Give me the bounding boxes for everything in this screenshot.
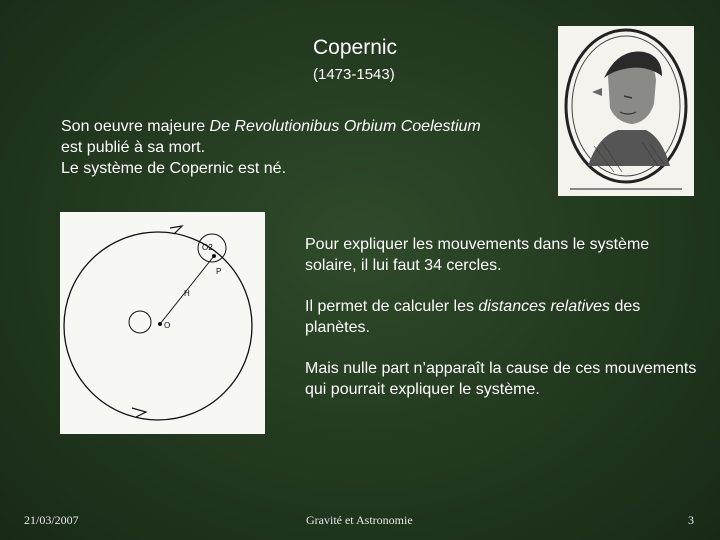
copernican-orbit-diagram: [60, 212, 265, 434]
slide-dates: (1473-1543): [313, 66, 395, 83]
paragraph-2-prefix: Il permet de calculer les: [305, 298, 479, 315]
intro-text: [61, 116, 541, 179]
planet-point: [212, 254, 216, 258]
label-p: P: [216, 267, 222, 276]
footer-date: 21/03/2007: [24, 513, 79, 527]
label-o: O: [164, 321, 171, 330]
label-o2: O2: [202, 243, 213, 252]
paragraph-2: [305, 296, 700, 338]
paragraph-3: Mais nulle part n’apparaît la cause de ces mouvements qui pourrait expliquer le système.: [305, 360, 697, 398]
paragraph-2-italic: distances relatives: [478, 298, 611, 315]
intro-line-1-prefix: Son oeuvre majeure: [61, 118, 210, 135]
paragraph-2-suffix: des planètes.: [305, 298, 641, 336]
intro-line-1: [61, 116, 541, 137]
label-h: H: [184, 289, 190, 298]
body-text: [305, 234, 700, 420]
orbit-diagram-svg: [60, 212, 265, 434]
intro-line-3: Le système de Copernic est né.: [61, 160, 287, 177]
book-title: De Revolutionibus Orbium Coelestium: [209, 118, 481, 135]
center-point: [158, 322, 162, 326]
footer-page-number: 3: [688, 513, 694, 527]
portrait-engraving-icon: [558, 26, 694, 196]
copernicus-portrait: [558, 26, 694, 196]
paragraph-1: Pour expliquer les mouvements dans le système solaire, il lui faut 34 cercles.: [305, 236, 650, 274]
intro-line-2: est publié à sa mort.: [61, 139, 206, 156]
footer-title: Gravité et Astronomie: [306, 513, 413, 527]
slide-title: Copernic: [313, 36, 398, 59]
